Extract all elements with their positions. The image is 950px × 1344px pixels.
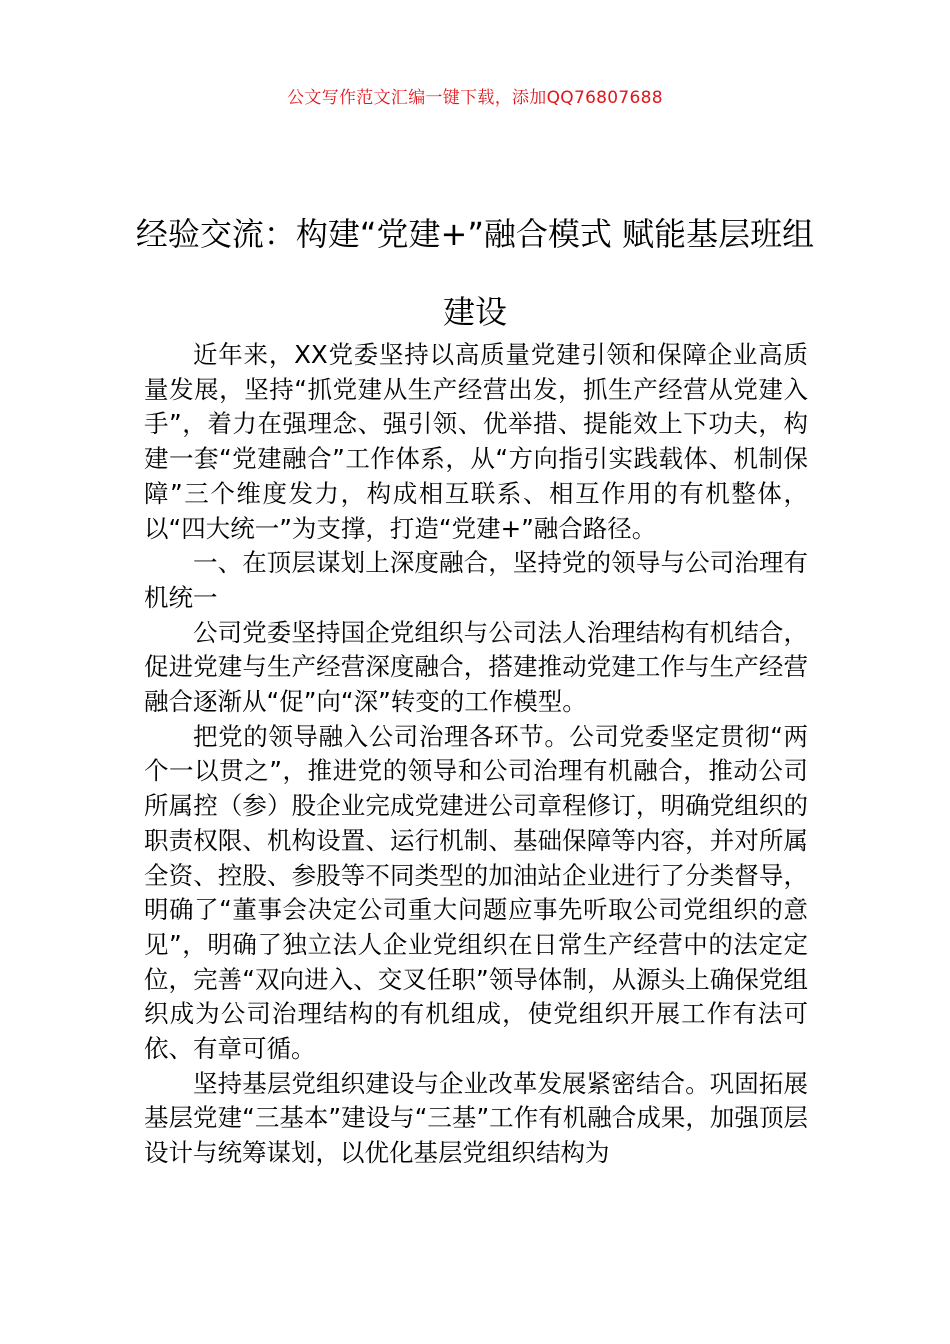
body-paragraph: 把党的领导融入公司治理各环节。公司党委坚定贯彻“两个一以贯之”，推进党的领导和公司治理有机融合，推动公司所属控（参）股企业完成党建进公司章程修订，明确党组织的职责权限、机构设置、运行机制、基础保障等内容，并对所属全资、控股、参股等不同类型的加油站企业进行了分类督导，明确了“董事会决定公司重大问题应事先听取公司党组织的意见”，明确了独立法人企业党组织在日常生产经营中的法定定位，完善“双向进入、交叉任职”领导体制，从源头上确保党组织成为公司治理结构的有机组成，使党组织开展工作有法可依、有章可循。 bbox=[144, 721, 808, 1064]
document-title: 经验交流：构建“党建+”融合模式 赋能基层班组建设 bbox=[135, 215, 815, 332]
body-paragraph: 公司党委坚持国企党组织与公司法人治理结构有机结合，促进党建与生产经营深度融合，搭建推动党建工作与生产经营融合逐渐从“促”向“深”转变的工作模型。 bbox=[144, 617, 808, 717]
body-paragraph: 坚持基层党组织建设与企业改革发展紧密结合。巩固拓展基层党建“三基本”建设与“三基”工作有机融合成果，加强顶层设计与统筹谋划，以优化基层党组织结构为 bbox=[144, 1068, 808, 1168]
download-note: 公文写作范文汇编一键下载，添加QQ76807688 bbox=[287, 88, 663, 108]
document-body bbox=[144, 338, 808, 1171]
intro-paragraph: 近年来，XX党委坚持以高质量党建引领和保障企业高质量发展，坚持“抓党建从生产经营出发，抓生产经营从党建入手”，着力在强理念、强引领、优举措、提能效上下功夫，构建一套“党建融合”工作体系，从“方向指引实践载体、机制保障”三个维度发力，构成相互联系、相互作用的有机整体，以“四大统一”为支撑，打造“党建+”融合路径。 bbox=[144, 340, 808, 543]
section-heading: 一、在顶层谋划上深度融合，坚持党的领导与公司治理有机统一 bbox=[144, 548, 808, 612]
